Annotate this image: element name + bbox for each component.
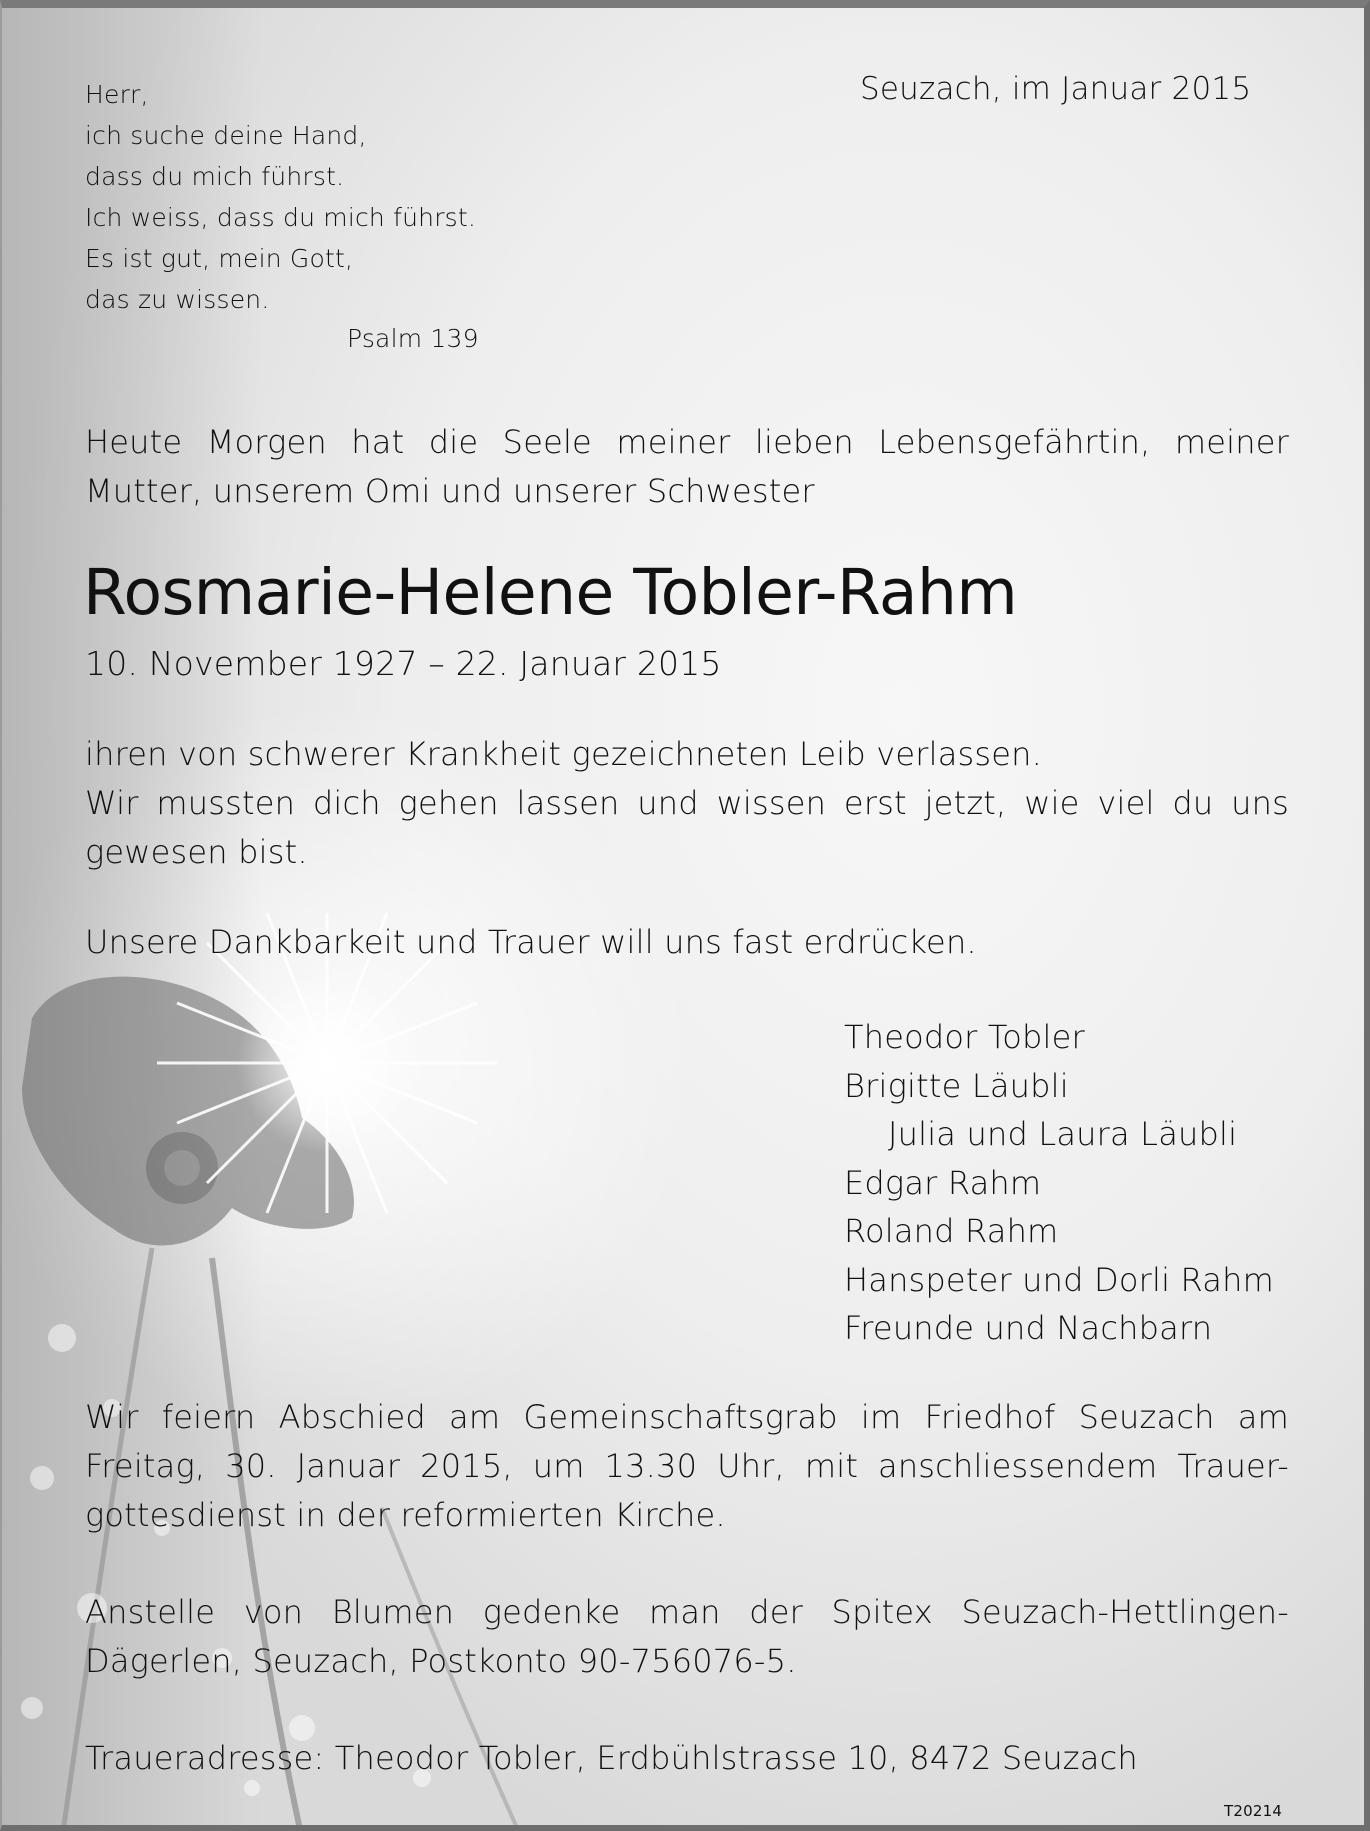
body-line: ihren von schwerer Krankheit gezeichneten Leib verlassen. — [85, 735, 1043, 773]
body-paragraph — [85, 730, 1289, 877]
ad-code: T20214 — [1224, 1802, 1283, 1820]
mourner-name: Freunde und Nachbarn — [844, 1309, 1213, 1347]
verse-line: ich suche deine Hand, — [85, 121, 367, 150]
mourner-name: Edgar Rahm — [844, 1163, 1042, 1202]
bible-verse — [85, 74, 476, 320]
mourner-name: Theodor Tobler — [844, 1018, 1085, 1056]
service-line: Wir feiern Abschied am Gemeinschaftsgrab im Friedhof Seuzach am — [85, 1398, 1289, 1436]
mourning-address: Traueradresse: Theodor Tobler, Erdbühlstrasse 10, 8472 Seuzach — [85, 1739, 1138, 1777]
verse-line: Ich weiss, dass du mich führst. — [85, 203, 477, 232]
verse-line: das zu wissen. — [85, 285, 270, 314]
service-line: Freitag, 30. Januar 2015, um 13.30 Uhr, mit anschliessendem Trauer- — [85, 1447, 1289, 1485]
intro-paragraph — [85, 418, 1289, 516]
mourner-name: Brigitte Läubli — [844, 1066, 1069, 1105]
deceased-lifespan: 10. November 1927 – 22. Januar 2015 — [85, 644, 722, 683]
place-date: Seuzach, im Januar 2015 — [860, 71, 1252, 107]
mourners-list — [844, 1013, 1274, 1353]
verse-source: Psalm 139 — [347, 324, 479, 353]
body-line: Wir mussten dich gehen lassen und wissen erst jetzt, wie viel du uns — [85, 784, 1289, 822]
verse-line: Es ist gut, mein Gott, — [85, 244, 354, 273]
donation-line: Anstelle von Blumen gedenke man der Spitex Seuzach-Hettlingen- — [85, 1593, 1289, 1631]
intro-line: Mutter, unserem Omi und unserer Schwester — [85, 472, 815, 510]
deceased-name: Rosmarie-Helene Tobler-Rahm — [83, 556, 1018, 629]
service-line: gottesdienst in der reformierten Kirche. — [85, 1496, 726, 1534]
donation-note — [85, 1588, 1289, 1686]
mourner-name: Hanspeter und Dorli Rahm — [844, 1260, 1274, 1299]
mourner-name: Julia und Laura Läubli — [888, 1115, 1238, 1153]
intro-line: Heute Morgen hat die Seele meiner lieben Lebensgefährtin, meiner — [85, 423, 1289, 461]
body-line: gewesen bist. — [85, 833, 308, 871]
service-announcement — [85, 1393, 1289, 1540]
donation-line: Dägerlen, Seuzach, Postkonto 90-756076-5. — [85, 1642, 797, 1680]
gratitude-sentence: Unsere Dankbarkeit und Trauer will uns fast erdrücken. — [85, 923, 977, 961]
verse-line: dass du mich führst. — [85, 162, 345, 191]
mourner-name: Roland Rahm — [844, 1212, 1059, 1250]
verse-line: Herr, — [85, 80, 149, 109]
